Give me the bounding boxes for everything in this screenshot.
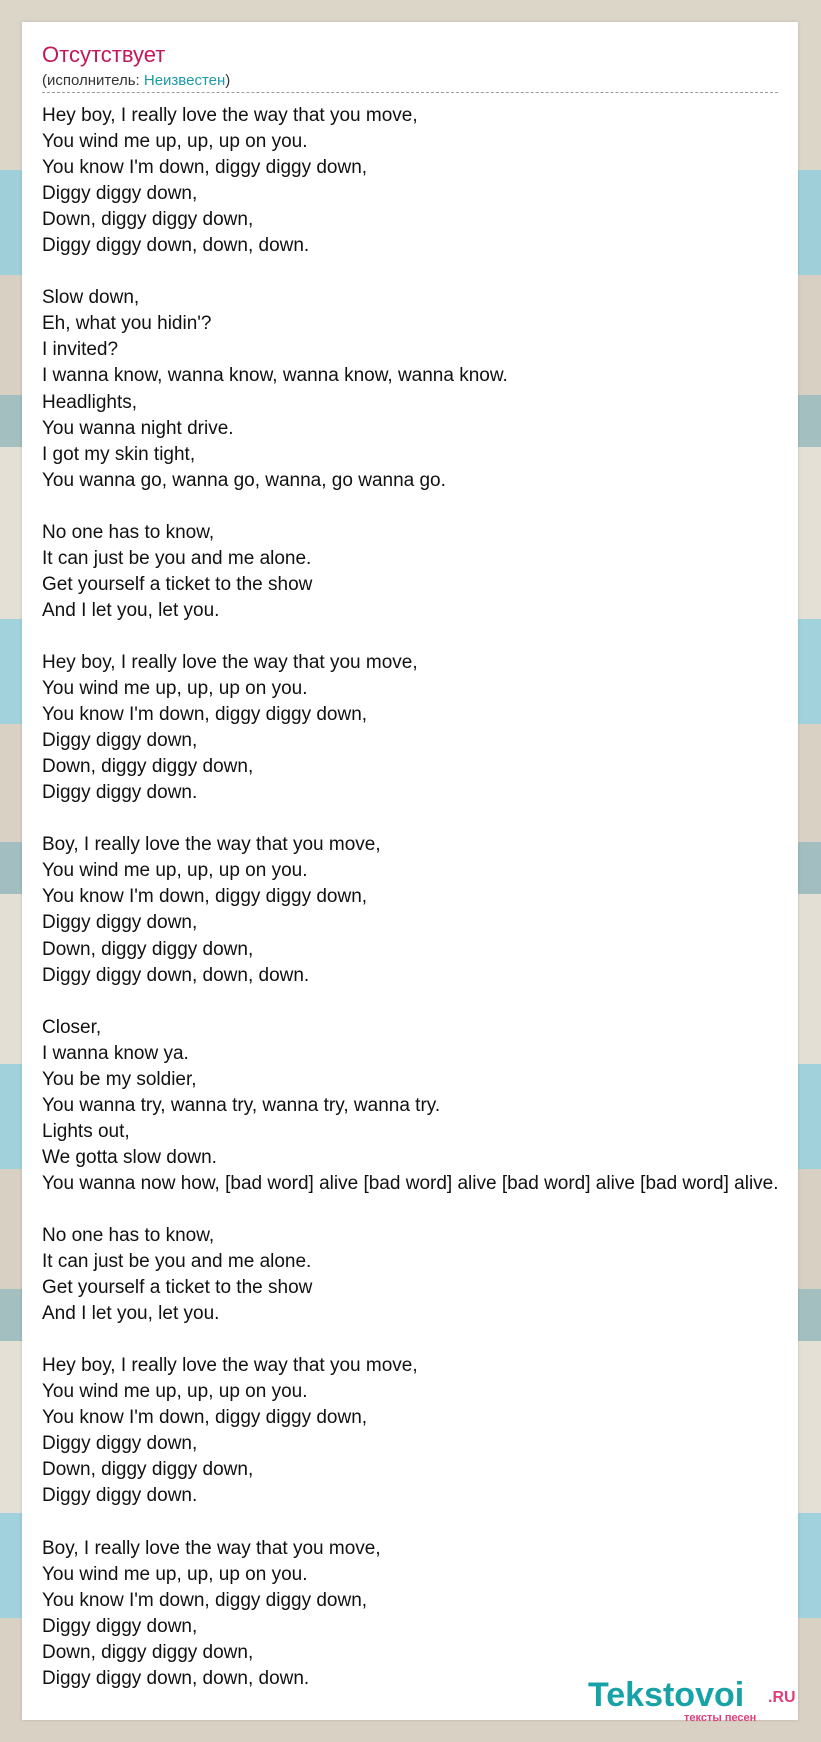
lyric-line: You wind me up, up, up on you. — [42, 1563, 308, 1585]
lyric-line: You wind me up, up, up on you. — [42, 1381, 308, 1403]
artist-link[interactable]: Неизвестен — [143, 72, 226, 89]
stanza-break — [42, 624, 821, 650]
lyric-line: Boy, I really love the way that you move, — [42, 834, 381, 856]
lyric-line: We gotta slow down. — [42, 1146, 217, 1168]
lyric-line: Hey boy, I really love the way that you move, — [42, 651, 418, 673]
lyric-line: Down, diggy diggy down, — [42, 209, 254, 231]
lyric-line: Diggy diggy down, — [42, 1615, 198, 1637]
title-divider — [42, 92, 778, 93]
lyric-line: Get yourself a ticket to the show — [42, 1277, 313, 1299]
stanza-break — [42, 259, 821, 285]
artist-line — [42, 72, 230, 89]
lyric-line: Down, diggy diggy down, — [42, 1641, 254, 1663]
lyric-line: Diggy diggy down, down, down. — [42, 235, 310, 257]
lyric-line: Down, diggy diggy down, — [42, 938, 254, 960]
artist-prefix: (исполнитель: — [42, 72, 144, 89]
lyric-line: Diggy diggy down, — [42, 1433, 198, 1455]
lyric-line: No one has to know, — [42, 521, 215, 543]
lyric-line: You wind me up, up, up on you. — [42, 131, 308, 153]
lyric-line: Diggy diggy down, — [42, 183, 198, 205]
lyric-line: Get yourself a ticket to the show — [42, 573, 313, 595]
stanza-break — [42, 1197, 821, 1223]
lyric-line: You know I'm down, diggy diggy down, — [42, 1589, 368, 1611]
logo-tagline: тексты песен — [684, 1712, 757, 1724]
lyric-line: Lights out, — [42, 1120, 130, 1142]
lyric-line: You know I'm down, diggy diggy down, — [42, 886, 368, 908]
lyric-line: It can just be you and me alone. — [42, 1251, 312, 1273]
site-logo[interactable] — [588, 1676, 798, 1724]
stanza-break — [42, 1327, 821, 1353]
lyric-line: Closer, — [42, 1016, 102, 1038]
stanza-break — [42, 806, 821, 832]
lyric-line: Diggy diggy down, down, down. — [42, 1667, 310, 1689]
lyric-line: I wanna know, wanna know, wanna know, wanna know. — [42, 365, 508, 387]
lyric-line: Hey boy, I really love the way that you move, — [42, 1355, 418, 1377]
logo-name: Tekstovoi — [588, 1676, 745, 1714]
song-title: Отсутствует — [42, 42, 166, 67]
lyric-line: Diggy diggy down. — [42, 782, 198, 804]
lyric-line: I got my skin tight, — [42, 443, 196, 465]
lyric-line: You wind me up, up, up on you. — [42, 860, 308, 882]
lyric-line: No one has to know, — [42, 1225, 215, 1247]
lyrics-body — [42, 103, 821, 1692]
artist-suffix: ) — [225, 72, 231, 89]
lyric-line: And I let you, let you. — [42, 1303, 220, 1325]
lyric-line: Diggy diggy down, — [42, 912, 198, 934]
stanza-break — [42, 989, 821, 1015]
stanza-break — [42, 1510, 821, 1536]
lyric-line: You wanna night drive. — [42, 417, 234, 439]
lyric-line: And I let you, let you. — [42, 599, 220, 621]
lyric-line: Diggy diggy down. — [42, 1485, 198, 1507]
lyric-line: You wanna now how, [bad word] alive [bad word] alive [bad word] alive [bad word] alive. — [42, 1172, 779, 1194]
lyric-line: You wanna try, wanna try, wanna try, wanna try. — [42, 1094, 441, 1116]
lyric-line: I wanna know ya. — [42, 1042, 189, 1064]
lyric-line: Headlights, — [42, 391, 138, 413]
lyric-line: You know I'm down, diggy diggy down, — [42, 704, 368, 726]
lyric-line: Diggy diggy down, down, down. — [42, 964, 310, 986]
stanza-break — [42, 494, 821, 520]
lyric-line: Down, diggy diggy down, — [42, 1459, 254, 1481]
logo-tld: .RU — [768, 1689, 796, 1706]
lyric-line: You know I'm down, diggy diggy down, — [42, 157, 368, 179]
lyric-line: Slow down, — [42, 287, 140, 309]
lyric-line: Diggy diggy down, — [42, 730, 198, 752]
lyric-line: You wind me up, up, up on you. — [42, 678, 308, 700]
lyric-line: It can just be you and me alone. — [42, 547, 312, 569]
lyric-line: You know I'm down, diggy diggy down, — [42, 1407, 368, 1429]
lyric-line: Hey boy, I really love the way that you move, — [42, 105, 418, 126]
lyric-line: Down, diggy diggy down, — [42, 756, 254, 778]
lyric-line: Boy, I really love the way that you move, — [42, 1537, 381, 1559]
lyric-line: You be my soldier, — [42, 1068, 197, 1090]
lyric-line: Eh, what you hidin'? — [42, 313, 212, 335]
lyric-line: I invited? — [42, 339, 119, 361]
lyric-line: You wanna go, wanna go, wanna, go wanna go. — [42, 469, 446, 491]
